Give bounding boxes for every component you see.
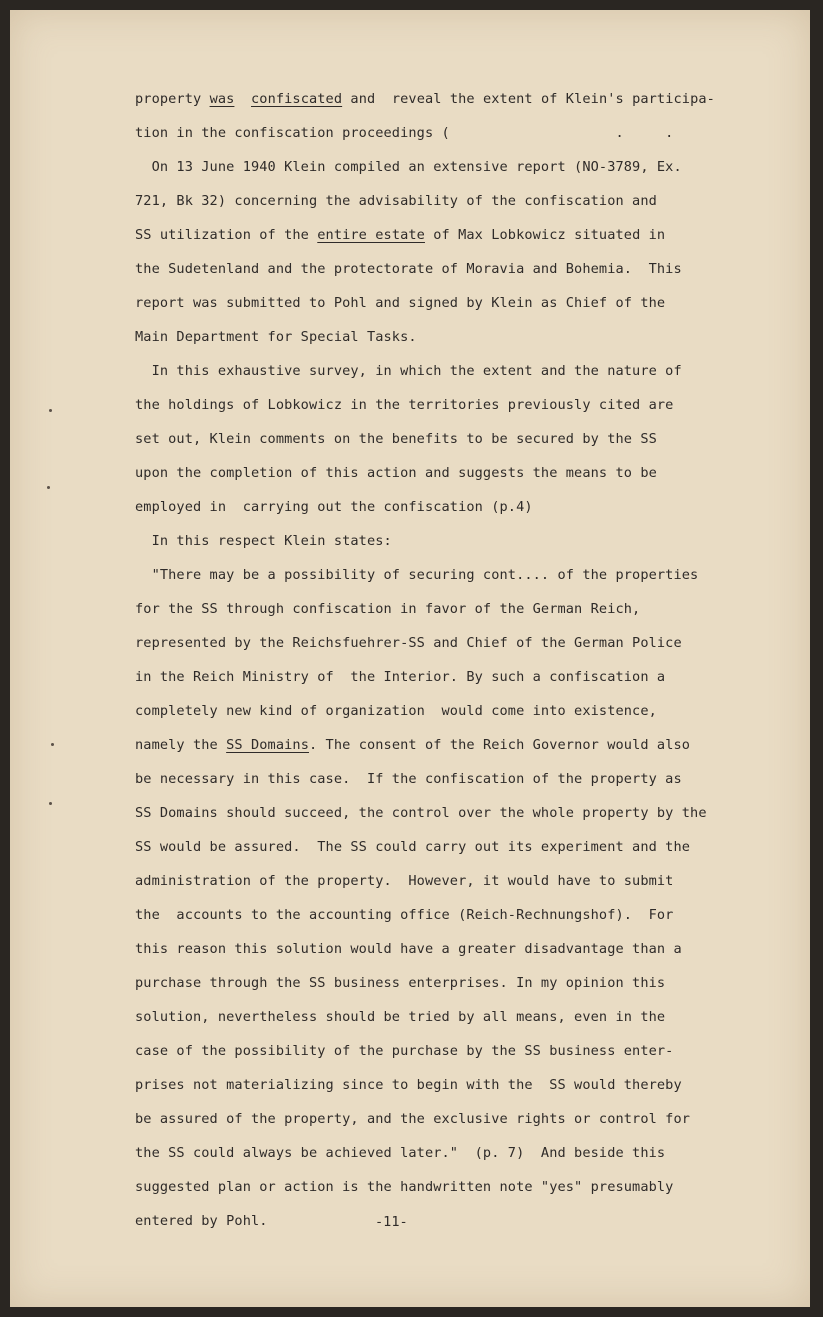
text-segment: tion in the confiscation proceedings ( . .	[135, 125, 674, 141]
text-line	[135, 320, 725, 354]
text-segment: set out, Klein comments on the benefits to be secured by the SS	[135, 431, 657, 447]
text-segment: completely new kind of organization would come into existence,	[135, 703, 657, 719]
text-segment: property	[135, 91, 210, 107]
text-line	[135, 524, 725, 558]
text-line	[135, 1170, 725, 1204]
text-line	[135, 898, 725, 932]
text-segment: be necessary in this case. If the confiscation of the property as	[135, 771, 682, 787]
text-segment: SS would be assured. The SS could carry out its experiment and the	[135, 839, 691, 855]
text-segment: the holdings of Lobkowicz in the territories previously cited are	[135, 397, 674, 413]
text-line	[135, 252, 725, 286]
text-line	[135, 150, 725, 184]
text-segment: and reveal the extent of Klein's participa-	[342, 91, 715, 107]
text-line	[135, 728, 725, 762]
text-segment	[234, 91, 251, 107]
text-segment: in the Reich Ministry of the Interior. By such a confiscation a	[135, 669, 666, 685]
text-line	[135, 796, 725, 830]
punch-mark	[49, 409, 52, 412]
text-line	[135, 1034, 725, 1068]
text-line	[135, 1068, 725, 1102]
text-segment: of Max Lobkowicz situated in	[424, 227, 666, 243]
text-line	[135, 1102, 725, 1136]
text-line	[135, 558, 725, 592]
text-segment: employed in carrying out the confiscation (p.4)	[135, 499, 533, 515]
text-line	[135, 932, 725, 966]
typewritten-body	[135, 82, 725, 1238]
text-line	[135, 82, 725, 116]
text-segment: 721, Bk 32) concerning the advisability of the confiscation and	[135, 193, 657, 209]
text-segment: prises not materializing since to begin with the SS would thereby	[135, 1077, 682, 1093]
text-line	[135, 626, 725, 660]
text-line	[135, 1136, 725, 1170]
page-number: -11-	[375, 1214, 408, 1230]
underlined-text: confiscated	[251, 91, 343, 107]
text-segment: case of the possibility of the purchase by the SS business enter-	[135, 1043, 674, 1059]
text-line	[135, 694, 725, 728]
text-line	[135, 660, 725, 694]
text-line	[135, 966, 725, 1000]
punch-mark	[51, 743, 54, 746]
punch-mark	[47, 486, 50, 489]
text-line	[135, 762, 725, 796]
text-line	[135, 116, 725, 150]
text-line	[135, 864, 725, 898]
text-line	[135, 490, 725, 524]
text-line	[135, 184, 725, 218]
text-segment: Main Department for Special Tasks.	[135, 329, 417, 345]
text-line	[135, 1000, 725, 1034]
text-segment: In this exhaustive survey, in which the extent and the nature of	[135, 363, 682, 379]
text-segment: On 13 June 1940 Klein compiled an extensive report (NO-3789, Ex.	[135, 159, 682, 175]
text-segment: this reason this solution would have a greater disadvantage than a	[135, 941, 682, 957]
text-segment: purchase through the SS business enterprises. In my opinion this	[135, 975, 666, 991]
text-segment: the accounts to the accounting office (Reich-Rechnungshof). For	[135, 907, 674, 923]
text-line	[135, 218, 725, 252]
text-line	[135, 388, 725, 422]
text-segment: administration of the property. However, it would have to submit	[135, 873, 674, 889]
text-segment: for the SS through confiscation in favor of the German Reich,	[135, 601, 641, 617]
text-line	[135, 354, 725, 388]
underlined-text: entire estate	[317, 227, 425, 243]
text-segment: solution, nevertheless should be tried by all means, even in the	[135, 1009, 666, 1025]
text-line	[135, 286, 725, 320]
text-segment: entered by Pohl.	[135, 1213, 268, 1229]
text-segment: represented by the Reichsfuehrer-SS and Chief of the German Police	[135, 635, 682, 651]
text-segment: "There may be a possibility of securing cont.... of the properties	[135, 567, 699, 583]
text-line	[135, 422, 725, 456]
text-segment: SS utilization of the	[135, 227, 318, 243]
text-segment: the SS could always be achieved later." (p. 7) And beside this	[135, 1145, 666, 1161]
text-segment: . The consent of the Reich Governor would also	[308, 737, 691, 753]
punch-mark	[49, 802, 52, 805]
text-segment: SS Domains should succeed, the control over the whole property by the	[135, 805, 707, 821]
text-line	[135, 456, 725, 490]
text-segment: report was submitted to Pohl and signed by Klein as Chief of the	[135, 295, 666, 311]
text-line	[135, 830, 725, 864]
text-segment: In this respect Klein states:	[135, 533, 392, 549]
text-segment: the Sudetenland and the protectorate of Moravia and Bohemia. This	[135, 261, 682, 277]
text-segment: upon the completion of this action and suggests the means to be	[135, 465, 657, 481]
text-line	[135, 1204, 725, 1238]
text-segment: suggested plan or action is the handwritten note "yes" presumably	[135, 1179, 674, 1195]
text-segment: namely the	[135, 737, 227, 753]
underlined-text: was	[209, 91, 235, 107]
underlined-text: SS Domains	[226, 737, 309, 753]
text-line	[135, 592, 725, 626]
text-segment: be assured of the property, and the exclusive rights or control for	[135, 1111, 691, 1127]
